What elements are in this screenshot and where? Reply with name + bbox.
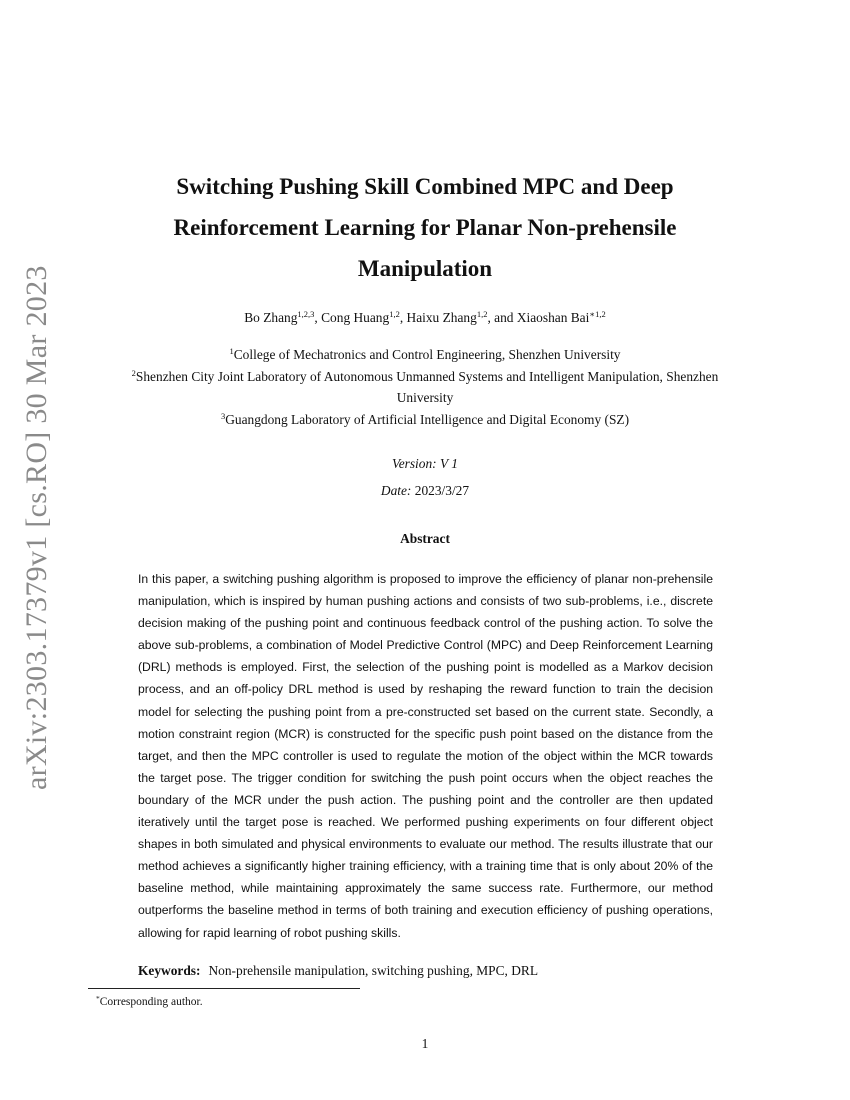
affiliation: $^1$College of Mechatronics and Control Engineering, Shenzhen University <box>229 346 621 362</box>
date-line <box>110 483 740 499</box>
paper-title: Switching Pushing Skill Combined MPC and Deep Reinforcement Learning for Planar Non-prehensile Manipulation <box>173 174 677 281</box>
author: Xiaoshan Bai$^{∗1,2}$ <box>516 309 606 325</box>
date-label: Date: <box>380 483 412 498</box>
page-number: 1 <box>421 1036 429 1051</box>
affiliation-list <box>110 344 740 430</box>
author-list: Bo Zhang$^{1,2,3}$, Cong Huang$^{1,2}$, Haixu Zhang$^{1,2}$, and Xiaoshan Bai$^{∗1,2}$ <box>244 309 606 325</box>
version-value: V 1 <box>440 456 458 471</box>
version-label: Version: <box>392 456 437 471</box>
affiliation: $^2$Shenzhen City Joint Laboratory of Autonomous Unmanned Systems and Intelligent Manipulation, Shenzhen University <box>131 367 719 405</box>
author: Haixu Zhang$^{1,2}$ <box>406 309 488 325</box>
affiliation: $^3$Guangdong Laboratory of Artificial Intelligence and Digital Economy (SZ) <box>220 410 630 427</box>
keywords-label: Keywords: <box>138 963 201 978</box>
abstract-text: In this paper, a switching pushing algorithm is proposed to improve the efficiency of planar non-prehensile manipulation, which is inspired by human pushing actions and consists of two sub-problems, i.e., discrete decision making of the pushing point and continuous feedback control of the pushing action. To solve the above sub-problems, a combination of Model Predictive Control (MPC) and Deep Reinforcement Learning (DRL) methods is employed. First, the selection of the pushing point is modelled as a Markov decision process, and an off-policy DRL method is used by reshaping the reward function to train the decision model for selecting the pushing point from a pre-constructed set based on the current state. Secondly, a motion constraint region (MCR) is constructed for the specific push point based on the distance from the target, and then the MPC controller is used to regulate the motion of the object within the MCR towards the target pose. The trigger condition for switching the push point occurs when the object reaches the boundary of the MCR under the push action. The pushing point and the controller are then updated iteratively until the target pose is reached. We performed pushing experiments on four different object shapes in both simulated and physical environments to evaluate our method. The results illustrate that our method achieves a significantly higher training efficiency, with a training time that is only about 20% of the baseline method, while maintaining approximately the same success rate. Furthermore, our method outperforms the baseline method in terms of both training and execution efficiency of pushing operations, allowing for rapid learning of robot pushing skills. <box>138 572 713 940</box>
keywords-text: Non-prehensile manipulation, switching pushing, MPC, DRL <box>208 963 539 978</box>
keywords-line <box>138 963 713 979</box>
author: Bo Zhang$^{1,2,3}$ <box>244 309 315 325</box>
footnote: *Corresponding author. <box>96 994 203 1008</box>
version-line <box>110 456 740 472</box>
arxiv-identifier: arXiv:2303.17379v1 [cs.RO] 30 Mar 2023 <box>20 265 53 790</box>
footnote-divider <box>88 988 360 989</box>
date-value: 2023/3/27 <box>414 483 470 498</box>
author: Cong Huang$^{1,2}$ <box>321 309 400 325</box>
abstract-heading: Abstract <box>400 531 450 546</box>
